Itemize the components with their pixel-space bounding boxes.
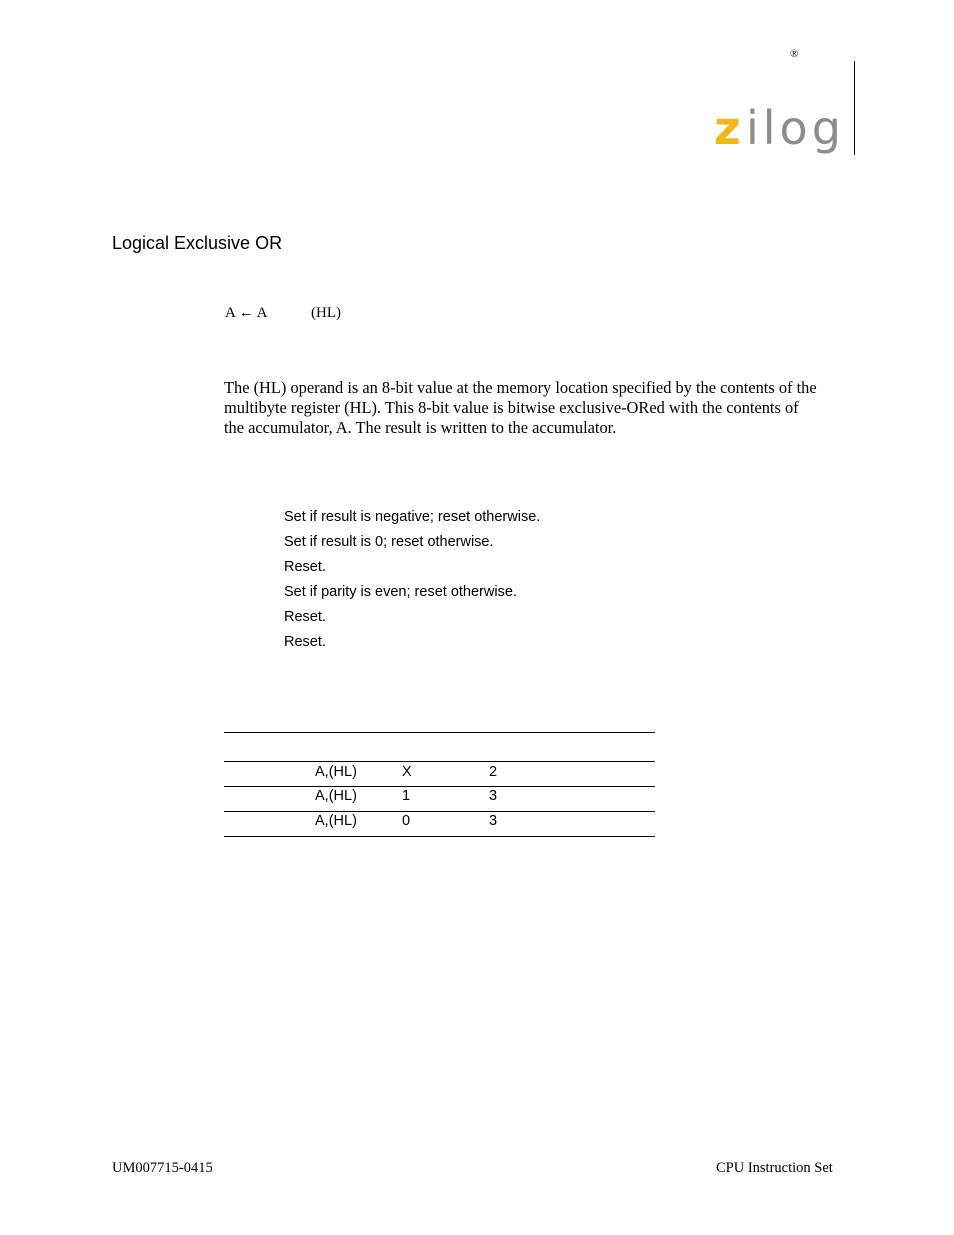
condition-bits-list [284, 508, 540, 658]
flag-z-description: Set if result is 0; reset otherwise. [284, 534, 494, 550]
flag-n-description: Reset. [284, 609, 326, 625]
header-rule [854, 61, 855, 155]
flag-s-description: Set if result is negative; reset otherwise. [284, 509, 541, 525]
table-cell-operand: A,(HL) [315, 788, 357, 804]
description-line: multibyte register (HL). This 8-bit value is bitwise exclusive-ORed with the contents of [224, 398, 799, 417]
table-row [224, 764, 655, 782]
svg-text:z: z [714, 104, 741, 155]
operation-formula [225, 305, 341, 322]
description-line: The (HL) operand is an 8-bit value at the memory location specified by the contents of the [224, 378, 817, 397]
table-cell-adl: 0 [402, 813, 411, 829]
footer-doc-id: UM007715-0415 [112, 1160, 213, 1176]
flag-h-description: Reset. [284, 559, 326, 575]
description [224, 378, 844, 438]
table-rule [224, 786, 655, 787]
description-line: the accumulator, A. The result is written to the accumulator. [224, 418, 617, 437]
registered-mark: ® [790, 48, 799, 60]
footer-section-name: CPU Instruction Set [716, 1160, 833, 1176]
table-cell-cycles: 3 [489, 813, 498, 829]
table-cell-operand: A,(HL) [315, 813, 357, 829]
svg-text:ilog: ilog [746, 104, 845, 155]
table-rule [224, 836, 655, 837]
flag-pv-description: Set if parity is even; reset otherwise. [284, 584, 517, 600]
table-rule [224, 811, 655, 812]
table-row [224, 788, 655, 806]
flag-c-description: Reset. [284, 634, 326, 650]
operation-operand: (HL) [311, 305, 341, 321]
section-title: Logical Exclusive OR [112, 233, 283, 253]
table-rule [224, 761, 655, 762]
zilog-logo [712, 104, 852, 164]
table-rule [224, 732, 655, 733]
table-cell-operand: A,(HL) [315, 764, 357, 780]
table-cell-adl: X [402, 764, 412, 780]
table-row [224, 813, 655, 831]
table-cell-adl: 1 [402, 788, 411, 804]
table-cell-cycles: 2 [489, 764, 498, 780]
operation-destination: A ← A [225, 305, 268, 321]
table-cell-cycles: 3 [489, 788, 498, 804]
